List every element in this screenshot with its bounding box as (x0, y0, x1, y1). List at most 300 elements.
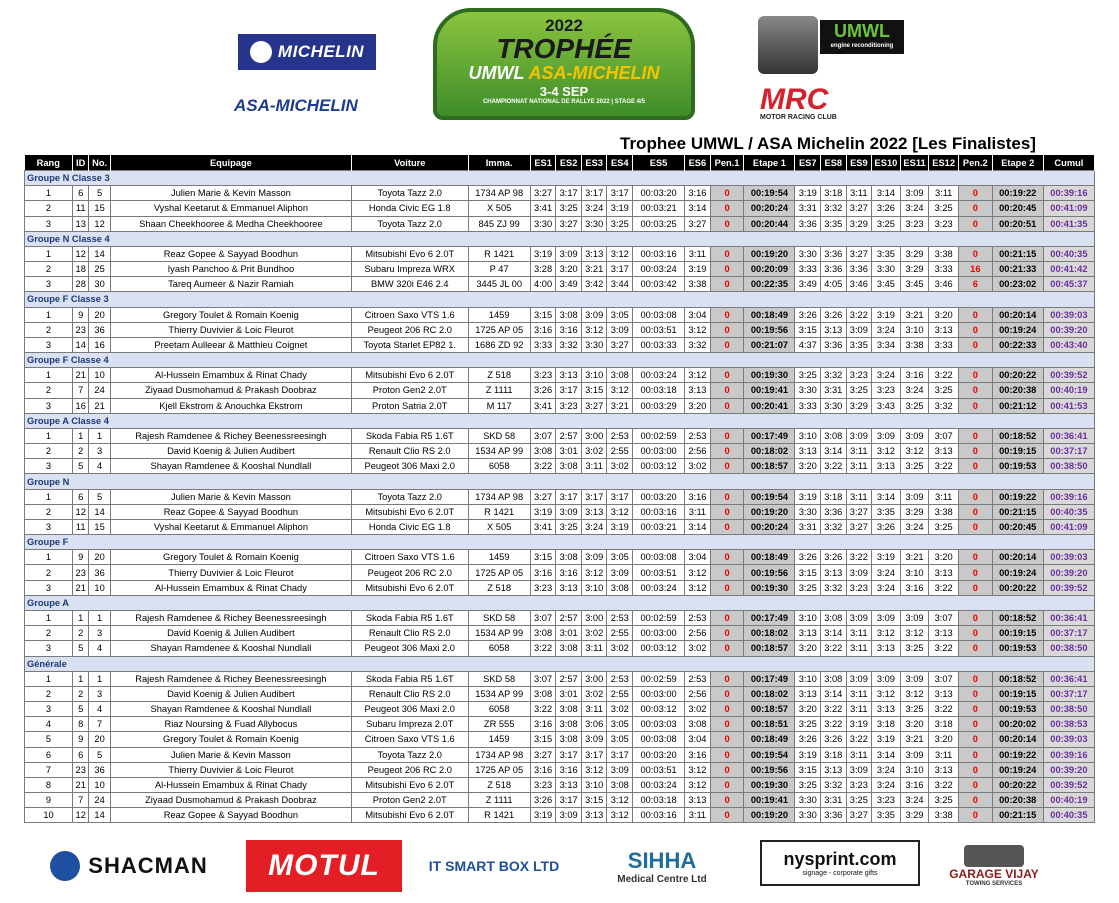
column-header: Etape 2 (992, 155, 1043, 171)
cell-rang: 3 (25, 337, 73, 352)
cell-id: 12 (73, 504, 89, 519)
cell-cumul: 00:37:17 (1043, 686, 1094, 701)
cell-voiture: Toyota Tazz 2.0 (352, 747, 469, 762)
cell-es5: 00:03:16 (633, 246, 685, 261)
cell-es10: 3:24 (872, 777, 901, 792)
cell-es6: 3:38 (685, 277, 711, 292)
cell-pen-2: 0 (958, 246, 992, 261)
cell-es7: 3:20 (795, 459, 821, 474)
results-table (24, 155, 1095, 823)
cell-rang: 7 (25, 762, 73, 777)
cell-cumul: 00:39:16 (1043, 186, 1094, 201)
cell-es8: 3:22 (821, 641, 847, 656)
cell-pen-2: 0 (958, 201, 992, 216)
table-row (25, 337, 1095, 352)
cell-equipage: Riaz Noursing & Fuad Allybocus (110, 717, 351, 732)
table-row (25, 747, 1095, 762)
cell-es9: 3:09 (846, 671, 872, 686)
cell-es4: 3:12 (607, 246, 633, 261)
table-row (25, 732, 1095, 747)
cell-es4: 3:12 (607, 504, 633, 519)
cell-es5: 00:03:03 (633, 717, 685, 732)
garage-text: GARAGE VIJAY (949, 867, 1039, 881)
cell-es11: 3:21 (900, 732, 929, 747)
cell-pen-2: 0 (958, 186, 992, 201)
cell-es6: 3:12 (685, 368, 711, 383)
cell-etape-2: 00:18:52 (992, 610, 1043, 625)
cell-etape-1: 00:20:44 (744, 216, 795, 231)
cell-voiture: Toyota Tazz 2.0 (352, 216, 469, 231)
cell-es11: 3:09 (900, 428, 929, 443)
cell-es7: 3:30 (795, 504, 821, 519)
cell-rang: 3 (25, 398, 73, 413)
cell-es1: 3:15 (530, 732, 556, 747)
cell-es6: 3:16 (685, 186, 711, 201)
cell-es1: 3:07 (530, 610, 556, 625)
cell-es3: 3:06 (581, 717, 607, 732)
cell-id: 11 (73, 519, 89, 534)
cell-rang: 2 (25, 626, 73, 641)
cell-es10: 3:19 (872, 550, 901, 565)
cell-es11: 3:38 (900, 337, 929, 352)
cell-imma: 1459 (468, 307, 530, 322)
cell-es11: 3:12 (900, 686, 929, 701)
cell-etape-2: 00:18:52 (992, 428, 1043, 443)
cell-es6: 3:04 (685, 732, 711, 747)
cell-es11: 3:21 (900, 550, 929, 565)
cell-es4: 2:55 (607, 686, 633, 701)
cell-es4: 3:08 (607, 580, 633, 595)
cell-no: 3 (89, 444, 110, 459)
cell-imma: R 1421 (468, 808, 530, 823)
cell-es7: 3:20 (795, 641, 821, 656)
cell-es1: 3:22 (530, 459, 556, 474)
cell-es7: 3:30 (795, 383, 821, 398)
cell-es1: 3:23 (530, 777, 556, 792)
cell-imma: 1725 AP 05 (468, 322, 530, 337)
cell-es1: 3:08 (530, 686, 556, 701)
cell-es2: 3:13 (556, 777, 582, 792)
column-header: ES8 (821, 155, 847, 171)
cell-rang: 1 (25, 368, 73, 383)
cell-es12: 3:07 (929, 428, 959, 443)
cell-es11: 3:09 (900, 747, 929, 762)
cell-es11: 3:16 (900, 777, 929, 792)
umwl-text: UMWL (834, 21, 890, 41)
cell-es9: 3:27 (846, 808, 872, 823)
cell-es2: 3:32 (556, 337, 582, 352)
cell-equipage: Gregory Toulet & Romain Koenig (110, 732, 351, 747)
cell-voiture: Peugeot 206 RC 2.0 (352, 762, 469, 777)
cell-id: 12 (73, 808, 89, 823)
cell-es12: 3:38 (929, 246, 959, 261)
cell-rang: 2 (25, 686, 73, 701)
cell-pen-1: 0 (710, 793, 744, 808)
cell-voiture: Proton Gen2 2.0T (352, 383, 469, 398)
shacman-emblem-icon (50, 851, 80, 881)
cell-pen-2: 0 (958, 322, 992, 337)
group-name: Groupe F Classe 3 (25, 292, 1095, 307)
cell-es12: 3:33 (929, 262, 959, 277)
cell-es4: 3:02 (607, 641, 633, 656)
column-header: Voiture (352, 155, 469, 171)
cell-es12: 3:11 (929, 186, 959, 201)
cell-imma: 1725 AP 05 (468, 762, 530, 777)
cell-es3: 3:10 (581, 777, 607, 792)
cell-es5: 00:03:51 (633, 762, 685, 777)
cell-es5: 00:03:08 (633, 732, 685, 747)
cell-es11: 3:21 (900, 307, 929, 322)
cell-es3: 3:17 (581, 747, 607, 762)
cell-es1: 3:27 (530, 747, 556, 762)
cell-cumul: 00:40:19 (1043, 383, 1094, 398)
cell-id: 5 (73, 641, 89, 656)
cell-es9: 3:27 (846, 201, 872, 216)
cell-pen-2: 0 (958, 428, 992, 443)
cell-equipage: Iyash Panchoo & Prit Bundhoo (110, 262, 351, 277)
cell-es10: 3:12 (872, 686, 901, 701)
cell-es5: 00:03:12 (633, 459, 685, 474)
cell-es8: 3:13 (821, 762, 847, 777)
cell-es3: 3:24 (581, 519, 607, 534)
cell-pen-1: 0 (710, 519, 744, 534)
cell-etape-1: 00:17:49 (744, 610, 795, 625)
cell-pen-1: 0 (710, 686, 744, 701)
cell-etape-2: 00:20:14 (992, 307, 1043, 322)
cell-es12: 3:32 (929, 398, 959, 413)
cell-es11: 3:25 (900, 459, 929, 474)
cell-voiture: Renault Clio RS 2.0 (352, 444, 469, 459)
cell-es4: 2:55 (607, 444, 633, 459)
cell-es1: 3:19 (530, 504, 556, 519)
cell-es3: 3:09 (581, 550, 607, 565)
cell-es2: 3:01 (556, 626, 582, 641)
cell-equipage: Julien Marie & Kevin Masson (110, 489, 351, 504)
cell-es5: 00:03:00 (633, 686, 685, 701)
cell-es5: 00:03:33 (633, 337, 685, 352)
cell-es1: 3:15 (530, 307, 556, 322)
group-name: Générale (25, 656, 1095, 671)
cell-rang: 1 (25, 671, 73, 686)
cell-etape-2: 00:21:15 (992, 504, 1043, 519)
cell-pen-2: 0 (958, 459, 992, 474)
cell-es4: 3:17 (607, 489, 633, 504)
cell-pen-1: 0 (710, 504, 744, 519)
cell-rang: 9 (25, 793, 73, 808)
table-row (25, 277, 1095, 292)
cell-es2: 3:16 (556, 565, 582, 580)
header (0, 0, 1119, 135)
cell-imma: 3445 JL 00 (468, 277, 530, 292)
cell-es8: 3:18 (821, 489, 847, 504)
cell-etape-2: 00:21:33 (992, 262, 1043, 277)
cell-etape-1: 00:19:20 (744, 246, 795, 261)
cell-es7: 3:30 (795, 246, 821, 261)
table-row (25, 216, 1095, 231)
trophee-sub-a: UMWL (468, 63, 525, 83)
group-header-row (25, 231, 1095, 246)
cell-etape-2: 00:19:22 (992, 747, 1043, 762)
cell-es8: 3:26 (821, 550, 847, 565)
group-header-row (25, 353, 1095, 368)
cell-cumul: 00:41:35 (1043, 216, 1094, 231)
cell-es10: 3:25 (872, 216, 901, 231)
trophee-sub (437, 62, 691, 84)
cell-es4: 3:25 (607, 216, 633, 231)
table-row (25, 262, 1095, 277)
cell-es11: 3:16 (900, 580, 929, 595)
cell-etape-2: 00:20:02 (992, 717, 1043, 732)
cell-es10: 3:13 (872, 459, 901, 474)
cell-cumul: 00:39:52 (1043, 777, 1094, 792)
cell-es7: 3:15 (795, 322, 821, 337)
cell-es6: 3:08 (685, 717, 711, 732)
table-row (25, 671, 1095, 686)
cell-es5: 00:03:08 (633, 307, 685, 322)
group-name: Groupe N (25, 474, 1095, 489)
table-row (25, 808, 1095, 823)
cell-no: 4 (89, 641, 110, 656)
shacman-logo (26, 840, 232, 892)
cell-pen-1: 0 (710, 383, 744, 398)
cell-es9: 3:22 (846, 732, 872, 747)
cell-etape-1: 00:19:54 (744, 747, 795, 762)
column-header: Rang (25, 155, 73, 171)
cell-etape-2: 00:19:24 (992, 322, 1043, 337)
cell-es2: 3:25 (556, 519, 582, 534)
cell-es7: 3:10 (795, 428, 821, 443)
cell-es3: 3:10 (581, 368, 607, 383)
cell-etape-2: 00:20:22 (992, 580, 1043, 595)
cell-es12: 3:25 (929, 383, 959, 398)
cell-pen-1: 0 (710, 444, 744, 459)
cell-equipage: Al-Hussein Emambux & Rinat Chady (110, 580, 351, 595)
cell-id: 23 (73, 565, 89, 580)
cell-pen-1: 0 (710, 337, 744, 352)
cell-es3: 3:10 (581, 580, 607, 595)
cell-rang: 2 (25, 201, 73, 216)
cell-es9: 3:22 (846, 307, 872, 322)
cell-etape-1: 00:19:56 (744, 762, 795, 777)
cell-no: 1 (89, 671, 110, 686)
column-header: ES10 (872, 155, 901, 171)
cell-es10: 3:26 (872, 519, 901, 534)
cell-voiture: Toyota Tazz 2.0 (352, 489, 469, 504)
cell-es2: 3:09 (556, 246, 582, 261)
cell-pen-2: 0 (958, 702, 992, 717)
cell-es8: 3:14 (821, 444, 847, 459)
cell-es4: 2:53 (607, 428, 633, 443)
cell-es7: 3:13 (795, 626, 821, 641)
cell-etape-1: 00:17:49 (744, 428, 795, 443)
cell-es8: 3:08 (821, 610, 847, 625)
cell-equipage: Vyshal Keetarut & Emmanuel Aliphon (110, 519, 351, 534)
cell-es4: 3:17 (607, 747, 633, 762)
table-header-row (25, 155, 1095, 171)
cell-pen-1: 0 (710, 489, 744, 504)
cell-etape-1: 00:21:07 (744, 337, 795, 352)
cell-etape-1: 00:19:30 (744, 777, 795, 792)
cell-es12: 3:07 (929, 671, 959, 686)
cell-es8: 3:30 (821, 398, 847, 413)
sihha-logo (584, 840, 740, 892)
cell-etape-1: 00:18:02 (744, 444, 795, 459)
cell-voiture: Proton Gen2 2.0T (352, 793, 469, 808)
cell-equipage: David Koenig & Julien Audibert (110, 686, 351, 701)
cell-imma: Z 1111 (468, 383, 530, 398)
cell-es5: 00:03:20 (633, 747, 685, 762)
cell-etape-2: 00:19:24 (992, 762, 1043, 777)
cell-es12: 3:38 (929, 504, 959, 519)
cell-pen-2: 0 (958, 777, 992, 792)
cell-imma: 1725 AP 05 (468, 565, 530, 580)
page-title: Trophee UMWL / ASA Michelin 2022 [Les Finalistes] (620, 134, 1036, 153)
cell-cumul: 00:36:41 (1043, 428, 1094, 443)
cell-es5: 00:03:08 (633, 550, 685, 565)
cell-es3: 3:02 (581, 626, 607, 641)
cell-es3: 3:13 (581, 246, 607, 261)
cell-es4: 3:05 (607, 307, 633, 322)
mrc-text: MRC (760, 83, 829, 116)
cell-cumul: 00:40:35 (1043, 504, 1094, 519)
cell-rang: 8 (25, 777, 73, 792)
cell-es3: 3:15 (581, 793, 607, 808)
cell-imma: 1686 ZD 92 (468, 337, 530, 352)
table-row (25, 580, 1095, 595)
cell-es9: 3:09 (846, 762, 872, 777)
cell-etape-1: 00:19:56 (744, 565, 795, 580)
cell-es8: 3:36 (821, 504, 847, 519)
cell-pen-2: 0 (958, 398, 992, 413)
cell-etape-1: 00:18:57 (744, 702, 795, 717)
cell-no: 15 (89, 201, 110, 216)
cell-es10: 3:45 (872, 277, 901, 292)
cell-no: 20 (89, 732, 110, 747)
cell-es9: 3:27 (846, 519, 872, 534)
cell-es12: 3:38 (929, 808, 959, 823)
cell-pen-2: 0 (958, 671, 992, 686)
cell-no: 36 (89, 762, 110, 777)
cell-es7: 3:33 (795, 398, 821, 413)
cell-es9: 3:09 (846, 322, 872, 337)
cell-es2: 3:08 (556, 550, 582, 565)
cell-pen-1: 0 (710, 641, 744, 656)
cell-es3: 3:02 (581, 686, 607, 701)
trophee-title: TROPHÉE (496, 33, 632, 64)
group-header-row (25, 656, 1095, 671)
cell-es7: 3:19 (795, 186, 821, 201)
cell-imma: 1734 AP 98 (468, 747, 530, 762)
cell-es1: 3:27 (530, 186, 556, 201)
cell-es5: 00:03:51 (633, 322, 685, 337)
cell-rang: 3 (25, 277, 73, 292)
cell-es6: 2:53 (685, 428, 711, 443)
table-row (25, 428, 1095, 443)
cell-es6: 2:56 (685, 686, 711, 701)
cell-cumul: 00:39:52 (1043, 368, 1094, 383)
cell-es12: 3:20 (929, 307, 959, 322)
cell-es7: 3:33 (795, 262, 821, 277)
cell-es9: 3:09 (846, 565, 872, 580)
cell-cumul: 00:37:17 (1043, 626, 1094, 641)
cell-es5: 00:03:51 (633, 565, 685, 580)
trophee-date: 3-4 SEP (539, 84, 589, 99)
cell-es2: 3:27 (556, 216, 582, 231)
cell-pen-2: 0 (958, 337, 992, 352)
cell-equipage: Shayan Ramdenee & Kooshal Nundlall (110, 459, 351, 474)
table-row (25, 368, 1095, 383)
cell-rang: 1 (25, 307, 73, 322)
cell-es11: 3:12 (900, 444, 929, 459)
cell-pen-1: 0 (710, 717, 744, 732)
cell-cumul: 00:38:50 (1043, 459, 1094, 474)
cell-es10: 3:14 (872, 489, 901, 504)
cell-es6: 3:02 (685, 641, 711, 656)
cell-no: 36 (89, 322, 110, 337)
cell-equipage: Al-Hussein Emambux & Rinat Chady (110, 777, 351, 792)
cell-es10: 3:14 (872, 747, 901, 762)
shacman-text: SHACMAN (88, 853, 208, 878)
cell-etape-1: 00:18:49 (744, 307, 795, 322)
cell-es10: 3:19 (872, 732, 901, 747)
cell-cumul: 00:37:17 (1043, 444, 1094, 459)
sihha-text: SIHHA (627, 847, 697, 873)
cell-imma: 1459 (468, 732, 530, 747)
cell-es4: 3:02 (607, 459, 633, 474)
cell-es9: 3:27 (846, 504, 872, 519)
cell-voiture: Mitsubishi Evo 6 2.0T (352, 504, 469, 519)
cell-cumul: 00:41:53 (1043, 398, 1094, 413)
cell-rang: 1 (25, 610, 73, 625)
cell-voiture: Honda Civic EG 1.8 (352, 519, 469, 534)
cell-imma: R 1421 (468, 504, 530, 519)
itsmart-logo: IT SMART BOX LTD (428, 858, 560, 874)
cell-es1: 3:41 (530, 519, 556, 534)
column-header: ES1 (530, 155, 556, 171)
cell-pen-2: 16 (958, 262, 992, 277)
cell-pen-1: 0 (710, 626, 744, 641)
cell-es6: 3:02 (685, 459, 711, 474)
cell-pen-2: 0 (958, 368, 992, 383)
cell-es9: 3:11 (846, 444, 872, 459)
cell-es10: 3:19 (872, 307, 901, 322)
cell-cumul: 00:39:20 (1043, 762, 1094, 777)
cell-es8: 3:26 (821, 732, 847, 747)
cell-id: 13 (73, 216, 89, 231)
cell-es2: 3:08 (556, 732, 582, 747)
cell-id: 7 (73, 793, 89, 808)
cell-imma: R 1421 (468, 246, 530, 261)
cell-es8: 3:32 (821, 777, 847, 792)
cell-id: 7 (73, 383, 89, 398)
cell-es3: 3:27 (581, 398, 607, 413)
cell-pen-1: 0 (710, 186, 744, 201)
cell-etape-2: 00:19:15 (992, 626, 1043, 641)
cell-es10: 3:30 (872, 262, 901, 277)
cell-es10: 3:09 (872, 671, 901, 686)
cell-es10: 3:14 (872, 186, 901, 201)
cell-es8: 3:14 (821, 686, 847, 701)
cell-es7: 3:30 (795, 808, 821, 823)
cell-es4: 3:12 (607, 793, 633, 808)
cell-no: 14 (89, 808, 110, 823)
cell-es11: 3:16 (900, 368, 929, 383)
cell-equipage: Vyshal Keetarut & Emmanuel Aliphon (110, 201, 351, 216)
cell-equipage: Preetam Aulleear & Matthieu Coignet (110, 337, 351, 352)
table-row (25, 610, 1095, 625)
column-header: Equipage (110, 155, 351, 171)
cell-voiture: Renault Clio RS 2.0 (352, 686, 469, 701)
